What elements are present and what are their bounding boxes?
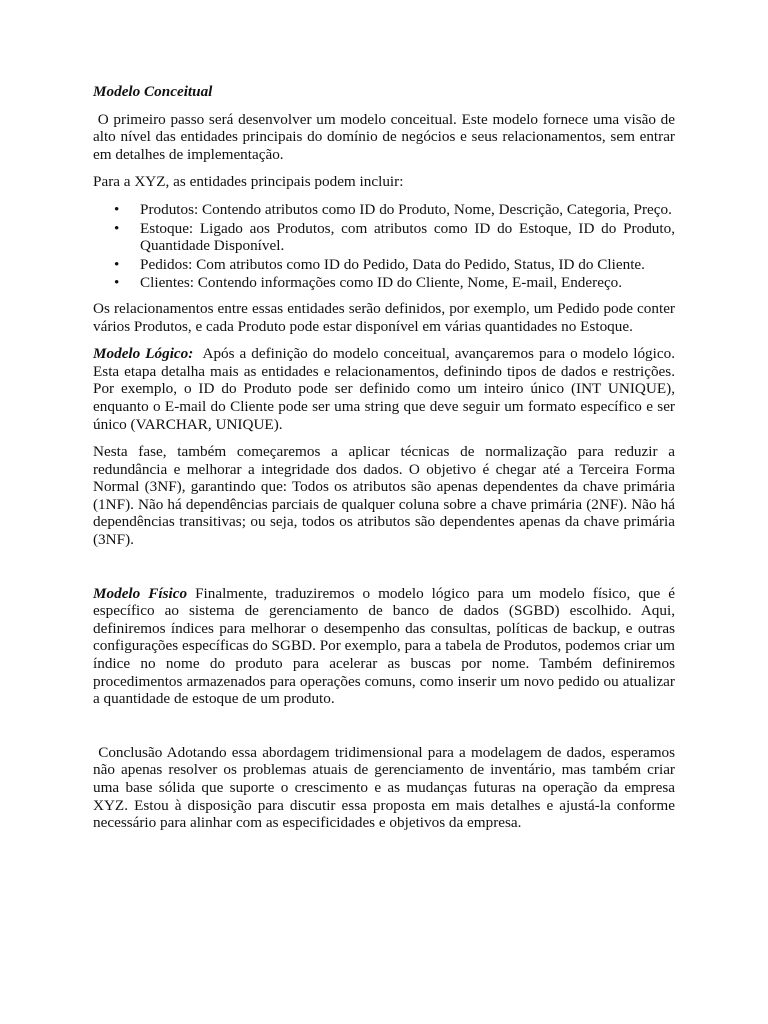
bullet-icon: • xyxy=(114,274,120,292)
entity-stock-text: Estoque: Ligado aos Produtos, com atributos como ID do Estoque, ID do Produto, Quantidade Disponível. xyxy=(140,219,675,255)
list-item xyxy=(93,201,675,219)
conceptual-model-heading: Modelo Conceitual xyxy=(93,83,213,100)
entity-orders-text: Pedidos: Com atributos como ID do Pedido, Data do Pedido, Status, ID do Cliente. xyxy=(140,255,645,273)
bullet-icon: • xyxy=(114,219,120,237)
logical-model-body: Após a definição do modelo conceitual, avançaremos para o modelo lógico. Esta etapa detalha mais as entidades e relacionamentos, definindo tipos de dados e restrições. Por exemplo, o ID do Produto pode ser definido como um inteiro único (INT UNIQUE), enquanto o E-mail do Cliente pode ser uma string que deve seguir um formato específico e ser único (VARCHAR, UNIQUE). xyxy=(93,345,679,433)
entity-products-text: Produtos: Contendo atributos como ID do Produto, Nome, Descrição, Categoria, Preço. xyxy=(140,200,672,218)
bullet-icon: • xyxy=(114,200,120,218)
logical-model-heading: Modelo Lógico: xyxy=(93,345,194,363)
relationships-paragraph: Os relacionamentos entre essas entidades serão definidos, por exemplo, um Pedido pode conter vários Produtos, e cada Produto pode estar disponível em várias quantidades no Estoque. xyxy=(93,299,675,335)
physical-model-paragraph xyxy=(93,585,675,708)
physical-model-heading: Modelo Físico xyxy=(93,584,188,602)
normalization-paragraph: Nesta fase, também começaremos a aplicar técnicas de normalização para reduzir a redundância e melhorar a integridade dos dados. O objetivo é chegar até a Terceira Forma Normal (3NF), garantindo que: Todos os atributos são apenas dependentes da chave primária (1NF). Não há dependências parciais de qualquer coluna sobre a chave primária (2NF). Não há dependências transitivas; ou seja, todos os atributos são dependentes apenas da chave primária (3NF). xyxy=(93,443,675,549)
conclusion-paragraph: Conclusão Adotando essa abordagem tridimensional para a modelagem de dados, esperamos não apenas resolver os problemas atuais de gerenciamento de inventário, mas também criar uma base sólida que suporte o crescimento e as mudanças futuras na operação da empresa XYZ. Estou à disposição para discutir essa proposta em mais detalhes e ajustá-la conforme necessário para alinhar com as especificidades e objetivos da empresa. xyxy=(93,743,679,832)
entities-lead-paragraph: Para a XYZ, as entidades principais podem incluir: xyxy=(93,173,404,191)
list-item xyxy=(93,256,675,274)
logical-model-paragraph xyxy=(93,345,679,433)
entities-list xyxy=(93,201,675,292)
list-item xyxy=(93,220,675,255)
bullet-icon: • xyxy=(114,255,120,273)
entity-clients-text: Clientes: Contendo informações como ID do Cliente, Nome, E-mail, Endereço. xyxy=(140,274,623,292)
physical-model-body: Finalmente, traduziremos o modelo lógico para um modelo físico, que é específico ao sistema de gerenciamento de banco de dados (SGBD) escolhido. Aqui, definiremos índices para melhorar o desempenho das consultas, políticas de backup, e outras configurações específicas do SGBD. Por exemplo, para a tabela de Produtos, podemos criar um índice no nome do produto para acelerar as buscas por nome. Também definiremos procedimentos armazenados para operações comuns, como inserir um novo pedido ou atualizar a quantidade de estoque de um produto. xyxy=(93,584,675,708)
conceptual-intro-paragraph: O primeiro passo será desenvolver um modelo conceitual. Este modelo fornece uma visão de alto nível das entidades principais do domínio de negócios e seus relacionamentos, sem entrar em detalhes de implementação. xyxy=(93,110,679,163)
document-page xyxy=(93,83,679,832)
list-item xyxy=(93,274,675,292)
